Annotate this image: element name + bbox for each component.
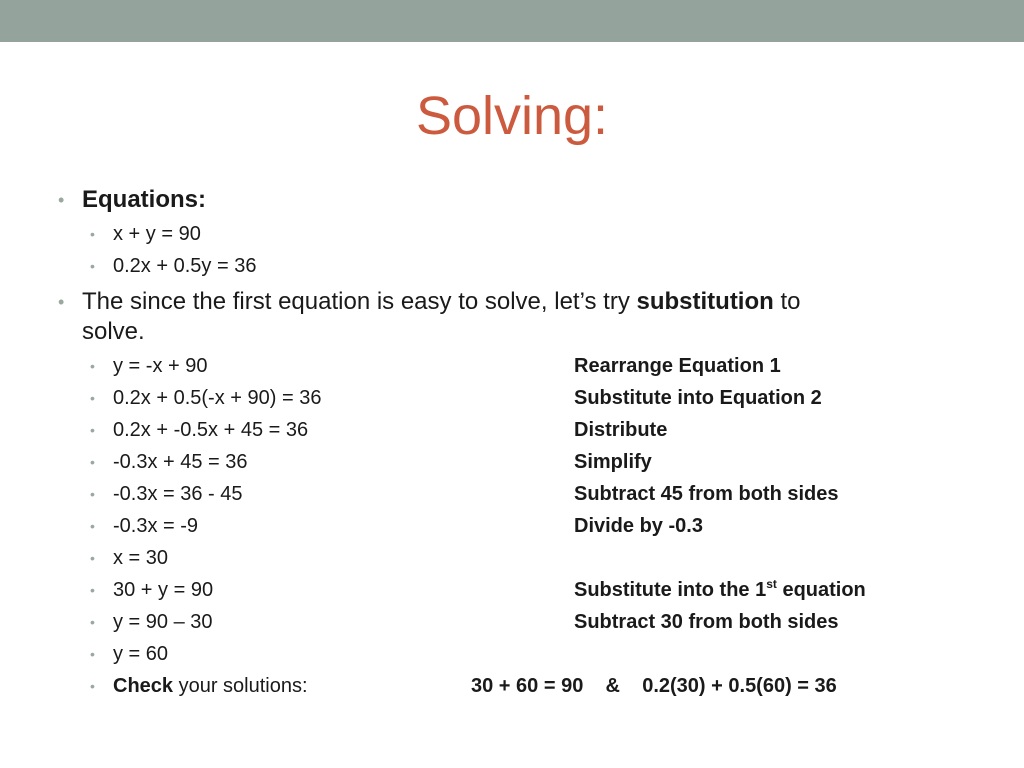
- bullet-dot-icon: •: [58, 292, 65, 312]
- step-expr: 30 + y = 90: [113, 579, 214, 601]
- step-expr: -0.3x + 45 = 36: [113, 451, 248, 473]
- step-note: Rearrange Equation 1: [574, 355, 781, 377]
- bullet-dot-icon: •: [90, 258, 95, 274]
- intro-bold: substitution: [636, 288, 774, 315]
- step-expr: y = 90 – 30: [113, 611, 213, 633]
- bullet-dot-icon: •: [90, 518, 95, 534]
- step-note: Substitute into Equation 2: [574, 387, 822, 409]
- step-expr: y = -x + 90: [113, 355, 208, 377]
- intro-line-2: solve.: [82, 318, 145, 345]
- step-note: Subtract 45 from both sides: [574, 483, 839, 505]
- bullet-dot-icon: •: [90, 486, 95, 502]
- step-note: Distribute: [574, 419, 668, 441]
- slide-title: Solving:: [415, 86, 609, 146]
- intro-line-1: [82, 287, 800, 317]
- step-note: Subtract 30 from both sides: [574, 611, 839, 633]
- step-expr: 0.2x + -0.5x + 45 = 36: [113, 419, 309, 441]
- step-note-post: equation: [776, 579, 866, 601]
- step-note-sup: st: [766, 577, 777, 591]
- step-note-pre: Substitute into the 1: [574, 579, 767, 601]
- bullet-dot-icon: •: [90, 646, 95, 662]
- bullet-dot-icon: •: [90, 614, 95, 630]
- step-note: Simplify: [574, 451, 652, 473]
- check-text: your solutions:: [173, 675, 308, 697]
- equation-text: 0.2x + 0.5y = 36: [113, 255, 257, 277]
- bullet-dot-icon: •: [90, 454, 95, 470]
- check-label: [113, 673, 308, 699]
- check-result: 30 + 60 = 90 & 0.2(30) + 0.5(60) = 36: [471, 675, 837, 697]
- intro-text-after: to: [773, 288, 801, 315]
- bullet-dot-icon: •: [90, 582, 95, 598]
- step-expr: x = 30: [113, 547, 169, 569]
- step-note: [574, 577, 866, 603]
- check-bold: Check: [113, 675, 174, 697]
- step-expr: -0.3x = -9: [113, 515, 199, 537]
- step-expr: -0.3x = 36 - 45: [113, 483, 243, 505]
- bullet-dot-icon: •: [90, 678, 95, 694]
- bullet-dot-icon: •: [90, 390, 95, 406]
- equation-text: x + y = 90: [113, 223, 201, 245]
- bullet-dot-icon: •: [90, 226, 95, 242]
- bullet-dot-icon: •: [90, 422, 95, 438]
- step-note: Divide by -0.3: [574, 515, 703, 537]
- bullet-dot-icon: •: [58, 190, 65, 210]
- step-expr: 0.2x + 0.5(-x + 90) = 36: [113, 387, 322, 409]
- intro-text-before: The since the first equation is easy to solve, let’s try: [82, 288, 637, 315]
- bullet-dot-icon: •: [90, 550, 95, 566]
- bullet-dot-icon: •: [90, 358, 95, 374]
- step-expr: y = 60: [113, 643, 169, 665]
- equations-heading: Equations:: [82, 186, 206, 213]
